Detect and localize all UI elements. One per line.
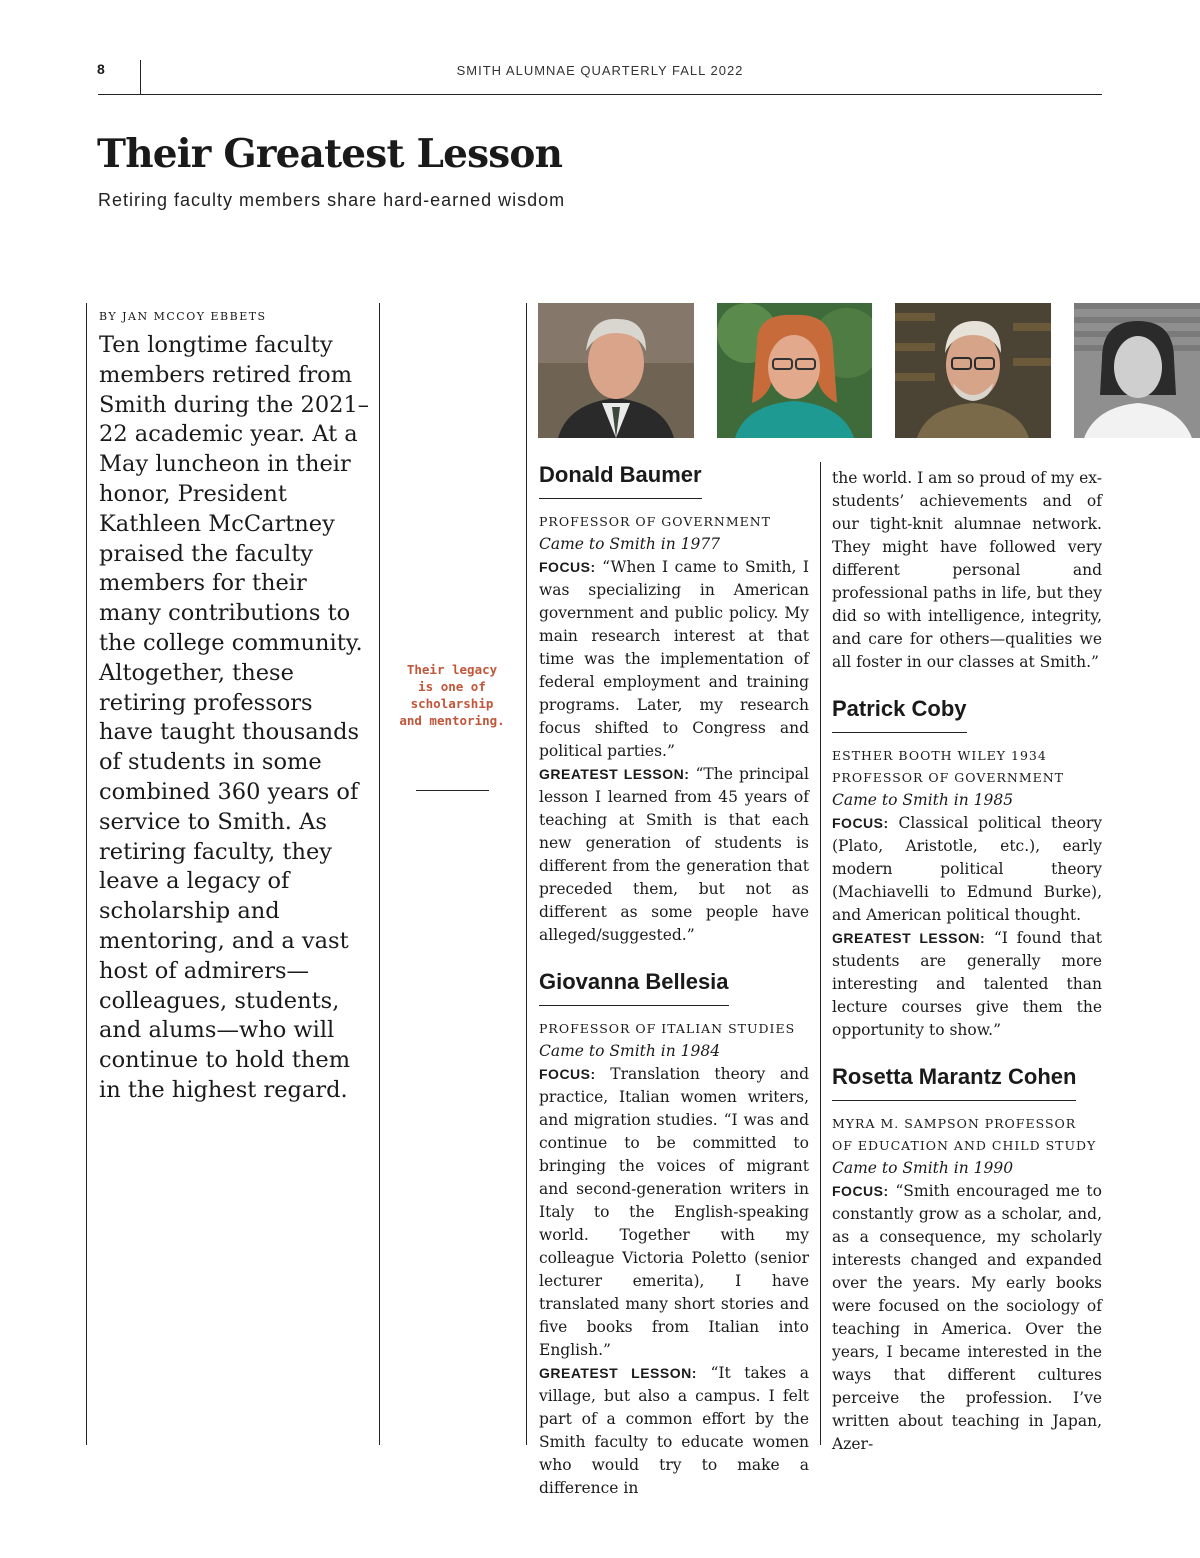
focus-text: “Smith encouraged me to constantly grow as a scholar, and, as a consequence, my scholarly interests changed and expanded over the years. My early books were focused on the sociology of teaching in America. Over the years, I became interested in the ways that different cultures perceive the profession. I’ve written about teaching in Japan, Azer- — [832, 1182, 1102, 1453]
profile-name: Donald Baumer — [539, 462, 702, 499]
profile-donald-baumer — [539, 462, 809, 947]
focus-label: FOCUS: — [539, 559, 596, 575]
greatest-lesson-text: “I found that students are generally more interesting and talented than lecture courses give them the opportunity to show.” — [832, 929, 1102, 1039]
profile-greatest-lesson — [539, 763, 809, 947]
greatest-lesson-label: GREATEST LESSON: — [539, 766, 690, 782]
profile-came-to-smith: Came to Smith in 1977 — [539, 535, 721, 553]
byline: BY JAN MCCOY EBBETS — [99, 310, 267, 323]
portrait-photo-rosetta-marantz-cohen — [1074, 303, 1200, 438]
profile-greatest-lesson — [832, 927, 1102, 1042]
profile-came-to-smith: Came to Smith in 1985 — [832, 791, 1014, 809]
column-rule — [379, 303, 380, 1445]
column-rule — [526, 303, 527, 1445]
profile-name: Patrick Coby — [832, 696, 967, 733]
profile-focus — [832, 812, 1102, 927]
column-rule — [820, 462, 821, 1445]
focus-text: Translation theory and practice, Italian women writers, and migration studies. “I was and continue to be committed to bringing the voices of migrant and second-generation writers in Italy to the English-speaking world. Together with my colleague Victoria Poletto (senior lecturer emerita), I have translated many short stories and five books from Italian into English.” — [539, 1065, 809, 1359]
pull-quote: Their legacy is one of scholarship and mentoring. — [399, 662, 505, 728]
pull-quote-rule — [416, 790, 489, 791]
focus-label: FOCUS: — [539, 1066, 596, 1082]
column-rule — [86, 303, 87, 1445]
profile-position: PROFESSOR OF ITALIAN STUDIES — [539, 1021, 796, 1036]
greatest-lesson-label: GREATEST LESSON: — [832, 930, 986, 946]
profile-column-right — [832, 467, 1102, 1456]
profile-position: PROFESSOR OF GOVERNMENT — [539, 514, 772, 529]
header-rule — [98, 94, 1102, 95]
profile-came-to-smith: Came to Smith in 1990 — [832, 1159, 1014, 1177]
intro-paragraph: Ten longtime faculty members retired from Smith during the 2021–22 academic year. At a May luncheon in their honor, President Kathleen McCartney praised the faculty members for their many contributions to the college community. Altogether, these retiring professors have taught thousands of students in some combined 360 years of service to Smith. As retiring faculty, they leave a legacy of scholarship and mentoring, and a vast host of admirers—colleagues, students, and alums—who will continue to hold them in the highest regard. — [99, 332, 370, 1103]
article-headline: Their Greatest Lesson — [97, 131, 563, 177]
profile-greatest-lesson — [539, 1362, 809, 1500]
profile-column-left — [539, 462, 809, 1500]
focus-label: FOCUS: — [832, 1183, 889, 1199]
portrait-photo-donald-baumer — [538, 303, 694, 438]
article-subtitle: Retiring faculty members share hard-earned wisdom — [98, 190, 566, 210]
profile-focus — [539, 1063, 809, 1362]
portrait-photo-giovanna-bellesia — [717, 303, 872, 438]
profile-came-to-smith: Came to Smith in 1984 — [539, 1042, 721, 1060]
portrait-photo-patrick-coby — [895, 303, 1051, 438]
profile-giovanna-bellesia — [539, 969, 809, 1500]
profile-focus — [832, 1180, 1102, 1456]
focus-text: Classical political theory (Plato, Aristotle, etc.), early modern political theory (Machiavelli to Edmund Burke), and American political thought. — [832, 814, 1102, 924]
focus-label: FOCUS: — [832, 815, 889, 831]
profile-patrick-coby — [832, 696, 1102, 1042]
profile-position: ESTHER BOOTH WILEY 1934 PROFESSOR OF GOVERNMENT — [832, 748, 1065, 785]
publication-title: SMITH ALUMNAE QUARTERLY FALL 2022 — [456, 63, 744, 78]
greatest-lesson-label: GREATEST LESSON: — [539, 1365, 697, 1381]
greatest-lesson-text: “The principal lesson I learned from 45 years of teaching at Smith is that each new generation of students is different from the generation that preceded them, but not as different as some people have alleged/suggested.” — [539, 765, 809, 944]
profile-rosetta-marantz-cohen — [832, 1064, 1102, 1456]
profile-position: MYRA M. SAMPSON PROFESSOR OF EDUCATION AND CHILD STUDY — [832, 1116, 1097, 1153]
profile-name: Rosetta Marantz Cohen — [832, 1064, 1076, 1101]
greatest-lesson-text: “It takes a village, but also a campus. I felt part of a common effort by the Smith faculty to educate women who would try to make a difference in — [539, 1364, 809, 1497]
profile-name: Giovanna Bellesia — [539, 969, 729, 1006]
focus-text: “When I came to Smith, I was specializing in American government and public policy. My main research interest at that time was the implementation of federal employment and training programs. Later, my research focus shifted to Congress and political parties.” — [539, 558, 809, 760]
header-divider-tick — [140, 60, 141, 94]
profile-focus — [539, 556, 809, 763]
profile-continuation: the world. I am so proud of my ex-students’ achievements and of our tight-knit alumnae network. They might have followed very different personal and professional paths in life, but they did so with intelligence, integrity, and care for others—qualities we all foster in our classes at Smith.” — [832, 469, 1102, 671]
page-number: 8 — [97, 61, 105, 77]
